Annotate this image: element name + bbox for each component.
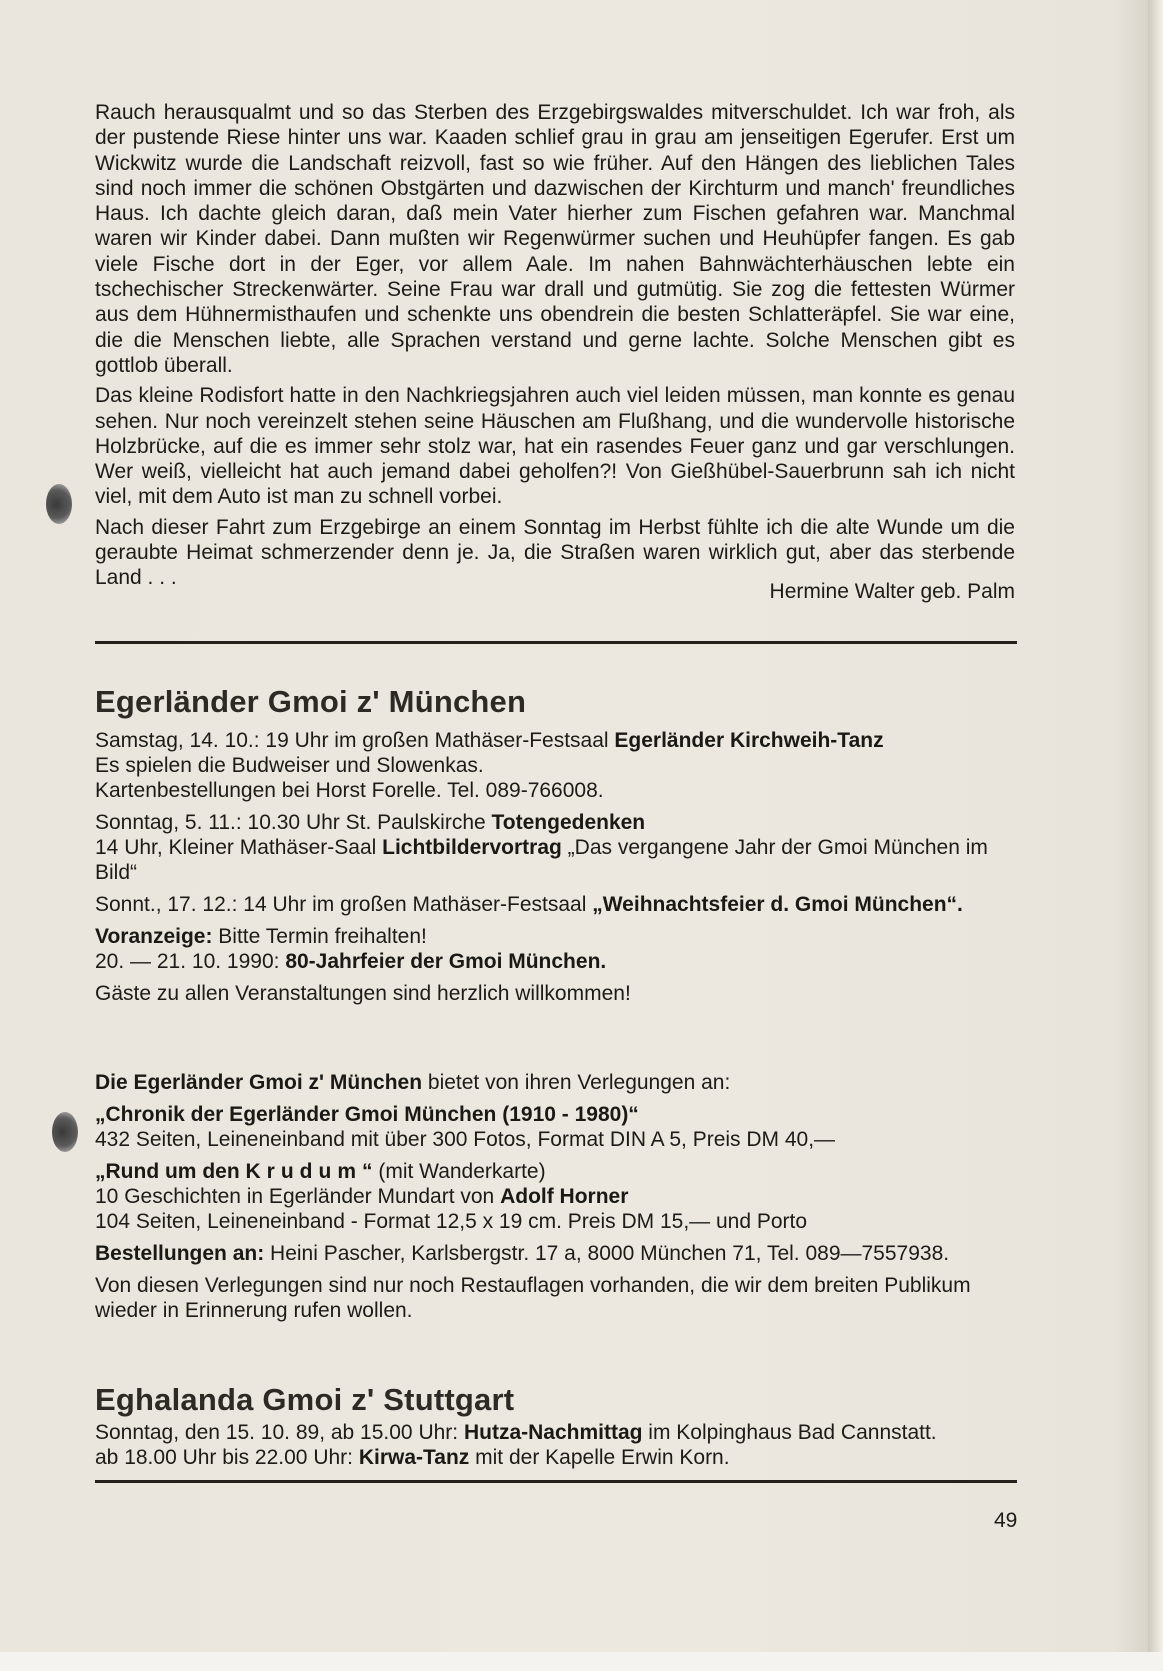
publisher-name: Die Egerländer Gmoi z' München <box>95 1071 423 1094</box>
publications-intro <box>95 1070 1015 1095</box>
book-chronik <box>95 1102 1015 1152</box>
page-edge <box>1148 0 1163 1671</box>
section-divider <box>95 641 1017 644</box>
punch-hole <box>52 1112 78 1152</box>
book-title-part: „Rund um den <box>95 1160 246 1183</box>
event-date-text: Sonntag, den 15. 10. 89, ab 15.00 Uhr: <box>95 1421 464 1444</box>
event-title: Lichtbildervortrag <box>382 836 562 859</box>
order-info <box>95 1241 1015 1266</box>
event-title: Totengedenken <box>491 811 646 834</box>
event-totengedenken <box>95 810 1015 885</box>
event-detail: Kartenbestellungen bei Horst Forelle. Tel. 089-766008. <box>95 779 604 802</box>
story-text <box>95 100 1015 596</box>
event-date-text: 20. — 21. 10. 1990: <box>95 950 286 973</box>
event-title: Hutza-Nachmittag <box>463 1421 643 1444</box>
event-date-text: Samstag, 14. 10.: 19 Uhr im großen Mathäser-Festsaal <box>95 729 615 752</box>
event-title: „Weihnachtsfeier d. Gmoi München“. <box>592 893 963 916</box>
order-address: Heini Pascher, Karlsbergstr. 17 a, 8000 München 71, Tel. 089—7557938. <box>264 1242 950 1265</box>
book-title: „Chronik der Egerländer Gmoi München (1910 - 1980)“ <box>95 1103 639 1126</box>
stuttgart-heading: Eghalanda Gmoi z' Stuttgart <box>95 1382 515 1417</box>
book-note: (mit Wanderkarte) <box>372 1160 546 1183</box>
story-paragraph: Rauch herausqualmt und so das Sterben des Erzgebirgswaldes mitverschuldet. Ich war froh, als der pustende Riese hinter uns war. Kaaden schlief grau in grau am jenseitigen Egerufer. Erst um Wickwitz wurde die Landschaft reizvoll, fast so wie früher. Auf den Hängen des lieblichen Tales sind noch immer die schönen Obstgärten und dazwischen der Kirchturm und manch' freundliches Haus. Ich dachte gleich daran, daß mein Vater hierher zum Fischen gefahren war. Manchmal waren wir Kinder dabei. Dann mußten wir Regenwürmer suchen und Heuhüpfer fangen. Es gab viele Fische dort in der Eger, vor allem Aale. Im nahen Bahnwächterhäuschen lebte ein tschechischer Streckenwärter. Seine Frau war drall und gutmütig. Sie zog die fettesten Würmer aus dem Hühnermisthaufen und schenkte uns obendrein die besten Schlatteräpfel. Sie war eine, die die Menschen liebte, alle Sprachen verstand und gerne lachte. Solche Menschen gibt es gottlob überall. <box>95 101 1015 377</box>
page-number: 49 <box>994 1509 1018 1532</box>
order-label: Bestellungen an: <box>95 1242 265 1265</box>
event-detail: 14 Uhr, Kleiner Mathäser-Saal <box>95 836 383 859</box>
intro-text: bietet von ihren Verlegungen an: <box>422 1071 731 1094</box>
remaining-note: Von diesen Verlegungen sind nur noch Restauflagen vorhanden, die wir dem breiten Publikum wieder in Erinnerung rufen wollen. <box>95 1274 971 1322</box>
preview-notice <box>95 924 1015 974</box>
story-paragraph: Nach dieser Fahrt zum Erzgebirge an einem Sonntag im Herbst fühlte ich die alte Wunde um die geraubte Heimat schmerzender denn je. Ja, die Straßen waren wirklich gut, aber das sterbende Land . . . <box>95 515 1015 590</box>
event-detail: „Das vergangene Jahr der Gmoi München im Bild“ <box>95 836 988 884</box>
preview-label: Voranzeige: <box>95 925 213 948</box>
scan-bottom-strip <box>0 1652 1163 1671</box>
section-divider <box>95 1480 1017 1483</box>
author-signature: Hermine Walter geb. Palm <box>769 580 1015 603</box>
book-title <box>95 1160 373 1183</box>
book-title-part: Krudum <box>245 1160 362 1183</box>
munich-events <box>95 728 1015 1013</box>
munich-heading: Egerländer Gmoi z' München <box>95 684 527 719</box>
punch-hole <box>46 484 72 524</box>
guests-note: Gäste zu allen Veranstaltungen sind herzlich willkommen! <box>95 982 631 1005</box>
stuttgart-events <box>95 1420 1015 1477</box>
event-detail: im Kolpinghaus Bad Cannstatt. <box>642 1421 937 1444</box>
story-paragraph: Das kleine Rodisfort hatte in den Nachkriegsjahren auch viel leiden müssen, man konnte es genau sehen. Nur noch vereinzelt stehen seine Häuschen am Flußhang, und die wundervolle historische Holzbrücke, auf die es immer sehr stolz war, hat ein rasendes Feuer ganz und gar verschlungen. Wer weiß, vielleicht hat auch jemand dabei geholfen?! Von Gießhübel-Sauerbrunn sah ich nicht viel, mit dem Auto ist man zu schnell vorbei. <box>95 384 1015 509</box>
event-detail: mit der Kapelle Erwin Korn. <box>469 1446 730 1469</box>
event-date-text: Sonntag, 5. 11.: 10.30 Uhr St. Paulskirche <box>95 811 492 834</box>
preview-text: Bitte Termin freihalten! <box>212 925 427 948</box>
event-kirchweih <box>95 728 1015 803</box>
book-details: 432 Seiten, Leineneinband mit über 300 Fotos, Format DIN A 5, Preis DM 40,— <box>95 1128 836 1151</box>
event-date-text: ab 18.00 Uhr bis 22.00 Uhr: <box>95 1446 359 1469</box>
event-title: Kirwa-Tanz <box>358 1446 470 1469</box>
book-details: 10 Geschichten in Egerländer Mundart von <box>95 1185 501 1208</box>
book-krudum <box>95 1159 1015 1234</box>
publications <box>95 1070 1015 1330</box>
event-detail: Es spielen die Budweiser und Slowenkas. <box>95 754 484 777</box>
event-date-text: Sonnt., 17. 12.: 14 Uhr im großen Mathäser-Festsaal <box>95 893 593 916</box>
event-weihnachtsfeier <box>95 892 1015 917</box>
book-details: 104 Seiten, Leineneinband - Format 12,5 x 19 cm. Preis DM 15,— und Porto <box>95 1210 808 1233</box>
book-title-part: “ <box>362 1160 373 1183</box>
book-author: Adolf Horner <box>500 1185 629 1208</box>
event-title: 80-Jahrfeier der Gmoi München. <box>285 950 607 973</box>
event-hutza <box>95 1420 1015 1470</box>
event-title: Egerländer Kirchweih-Tanz <box>614 729 884 752</box>
